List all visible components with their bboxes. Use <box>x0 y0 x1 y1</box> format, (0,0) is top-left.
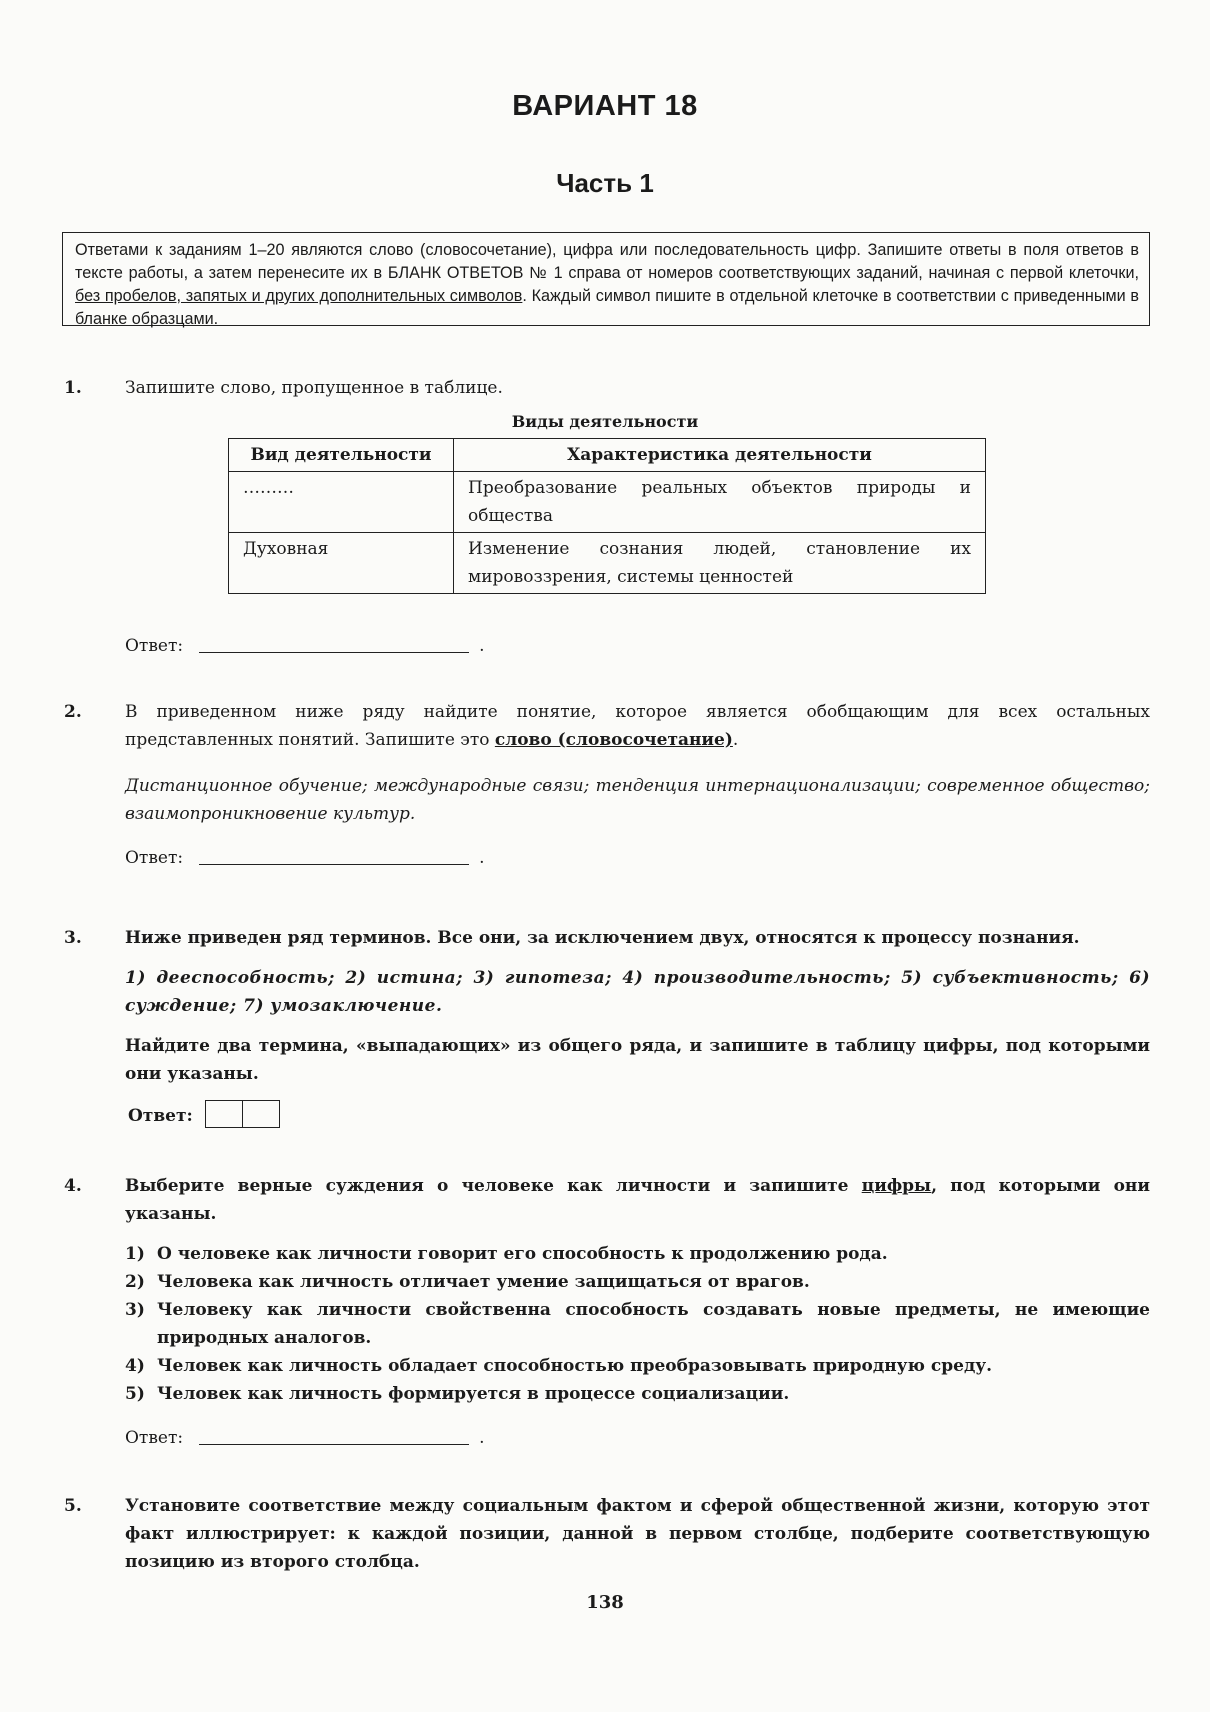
list-item <box>125 1296 1150 1352</box>
answer-line[interactable] <box>199 636 469 653</box>
option-number: 5) <box>125 1384 145 1404</box>
question-text: Ниже приведен ряд терминов. Все они, за исключением двух, относятся к процессу познания. <box>125 928 1080 948</box>
answer-label: Ответ: <box>125 848 184 868</box>
option-number: 4) <box>125 1356 145 1376</box>
question-emphasis: слово (словосочетание) <box>494 730 733 750</box>
option-text: Человека как личность отличает умение защищаться от врагов. <box>157 1272 810 1292</box>
answer-line[interactable] <box>199 848 469 865</box>
question-text: Запишите слово, пропущенное в таблице. <box>125 378 503 398</box>
instruction-text: Ответами к заданиям 1–20 являются слово (словосочетание), цифра или последовательность цифр. Запишите ответы в поля ответов в тексте работы, а затем перенесите их в БЛАНК ОТВЕТОВ № 1 справа от номеров соответствующих заданий, начиная с первой клеточки, <box>75 241 1139 282</box>
answer-end: . <box>479 848 485 868</box>
answer-end: . <box>479 636 485 656</box>
table-row <box>229 533 986 594</box>
instruction-text-end: . Каждый символ пишите в отдельной клеточке в соответствии с приведенными в бланке образцами. <box>75 287 1139 328</box>
answer-line[interactable] <box>199 1428 469 1445</box>
answer-cell[interactable] <box>205 1100 243 1128</box>
option-text: Человек как личность формируется в процессе социализации. <box>157 1384 790 1404</box>
answer-label: Ответ: <box>125 1428 184 1448</box>
question-number: 3. <box>64 928 82 948</box>
answer-label: Ответ: <box>128 1106 193 1126</box>
list-item <box>125 1268 1150 1296</box>
question-number: 5. <box>64 1496 82 1516</box>
question-text <box>125 698 1150 754</box>
variant-title: ВАРИАНТ 18 <box>512 90 698 122</box>
answer-cells <box>207 1100 280 1133</box>
col-header-description: Характеристика деятельности <box>454 439 986 472</box>
table-row <box>229 472 986 533</box>
answer-field-1 <box>125 636 485 656</box>
list-item <box>125 1240 1150 1268</box>
question-number: 2. <box>64 702 82 722</box>
answer-field-4 <box>125 1428 485 1448</box>
question-task: Найдите два термина, «выпадающих» из общего ряда, и запишите в таблицу цифры, под которыми они указаны. <box>125 1036 1150 1084</box>
question-text <box>125 1172 1150 1228</box>
cell-kind: ……… <box>229 472 454 533</box>
question-text-end: . <box>732 730 739 750</box>
question-text-part: Выберите верные суждения о человеке как личности и запишите <box>125 1176 862 1196</box>
option-text: О человеке как личности говорит его способность к продолжению рода. <box>157 1244 888 1264</box>
answer-end: . <box>479 1428 485 1448</box>
answer-cell[interactable] <box>242 1100 280 1128</box>
list-item <box>125 1380 1150 1408</box>
question-text-end: , под которыми они указаны. <box>125 1176 1150 1224</box>
option-number: 1) <box>125 1244 145 1264</box>
col-header-kind: Вид деятельности <box>229 439 454 472</box>
option-text: Человек как личность обладает способностью преобразовывать природную среду. <box>157 1356 993 1376</box>
answer-field-2 <box>125 848 485 868</box>
table-header-row <box>229 439 986 472</box>
instruction-underlined: без пробелов, запятых и других дополнительных символов <box>75 287 523 305</box>
page-number: 138 <box>586 1592 624 1613</box>
question-text-part: В приведенном ниже ряду найдите понятие, которое является обобщающим для всех остальных представленных понятий. Запишите это <box>125 702 1150 750</box>
answer-field-3 <box>128 1100 280 1133</box>
option-number: 2) <box>125 1272 145 1292</box>
cell-kind: Духовная <box>229 533 454 594</box>
question-emphasis: цифры <box>861 1176 932 1196</box>
term-list: 1) дееспособность; 2) истина; 3) гипотеза; 4) производительность; 5) субъективность; 6) суждение; 7) умозаключение. <box>125 968 1150 1016</box>
options-list <box>125 1240 1150 1408</box>
activity-table <box>228 438 986 594</box>
option-text: Человеку как личности свойственна способность создавать новые предметы, не имеющие природных аналогов. <box>157 1300 1150 1348</box>
question-number: 1. <box>64 378 82 398</box>
answer-label: Ответ: <box>125 636 184 656</box>
table-caption: Виды деятельности <box>511 412 699 431</box>
question-number: 4. <box>64 1176 82 1196</box>
instruction-box <box>62 232 1150 326</box>
concept-list: Дистанционное обучение; международные связи; тенденция интернационализации; современное общество; взаимопроникновение культур. <box>125 776 1150 824</box>
cell-description: Изменение сознания людей, становление их мировоззрения, системы ценностей <box>454 533 986 594</box>
question-text: Установите соответствие между социальным фактом и сферой общественной жизни, которую этот факт иллюстрирует: к каждой позиции, данной в первом столбце, подберите соответствующую позицию из второго столбца. <box>125 1496 1150 1572</box>
list-item <box>125 1352 1150 1380</box>
option-number: 3) <box>125 1300 145 1320</box>
part-title: Часть 1 <box>556 168 654 198</box>
cell-description: Преобразование реальных объектов природы и общества <box>454 472 986 533</box>
